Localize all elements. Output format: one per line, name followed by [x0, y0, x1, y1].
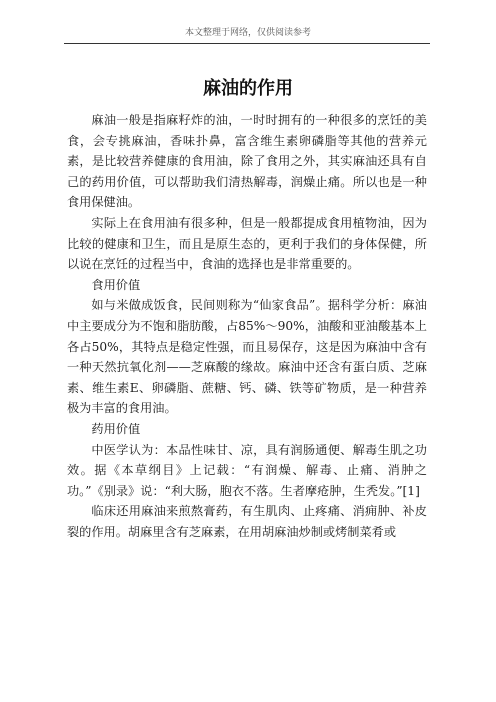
section-heading-edible-value: 食用价值 — [91, 277, 141, 292]
document-title: 麻油的作用 — [203, 78, 293, 99]
paragraph-clinical-use: 临床还用麻油来煎熬膏药，有生肌肉、止疼痛、消痈肿、补皮裂的作用。胡麻里含有芝麻素，在用胡麻油炒制或烤制菜肴或 — [67, 504, 427, 539]
header-divider — [64, 43, 430, 44]
paragraph-cooking-oil: 实际上在食用油有很多种，但是一般都提成食用植物油，因为比较的健康和卫生，而且是原生态的，更利于我们的身体保健，所以说在烹饪的过程当中，食油的选择也是非常重要的。 — [67, 215, 427, 272]
paragraph-edible-value: 如与米做成饭食，民间则称为“仙家食品”。据科学分析：麻油中主要成分为不饱和脂肪酸，占85%～90%，油酸和亚油酸基本上各占50%，其特点是稳定性强，而且易保存，这是因为麻油中含有一种天然抗氧化剂——芝麻酸的缘故。麻油中还含有蛋白质、芝麻素、维生素E、卵磷脂、蔗糖、钙、磷、铁等矿物质，是一种营养极为丰富的食用油。 — [67, 298, 427, 416]
paragraph-intro: 麻油一般是指麻籽炸的油，一时时拥有的一种很多的烹饪的美食，会专挑麻油，香味扑鼻，富含维生素卵磷脂等其他的营养元素，是比较营养健康的食用油，除了食用之外，其实麻油还具有自己的药用价值，可以帮助我们清热解毒，润燥止痛。所以也是一种食用保健油。 — [67, 113, 427, 210]
paragraph-medicinal-value: 中医学认为：本品性味甘、凉，具有润肠通便、解毒生肌之功效。据《本草纲目》上记载：“有润燥、解毒、止痛、消肿之功。”《别录》说：“利大肠，胞衣不落。生者摩疮肿，生秃发。”[1] — [67, 442, 427, 498]
document-body — [67, 110, 427, 542]
section-heading-medicinal-value: 药用价值 — [91, 421, 141, 436]
header-note: 本文整理于网络，仅供阅读参考 — [184, 28, 311, 38]
